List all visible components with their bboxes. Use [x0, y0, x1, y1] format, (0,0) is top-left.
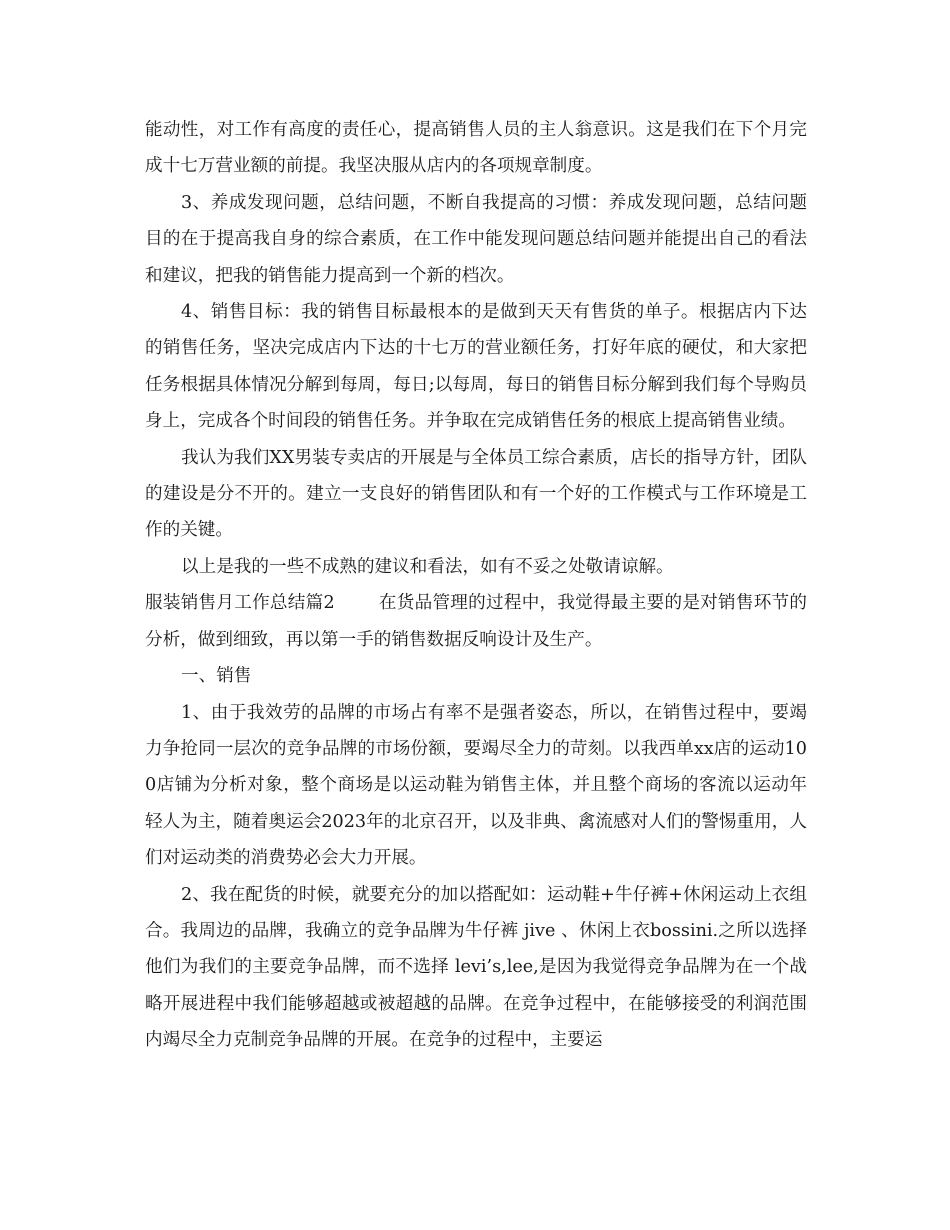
section-title: 服装销售月工作总结篇2 [145, 593, 335, 614]
document-page [145, 112, 807, 1059]
paragraph-team: 我认为我们XX男装专卖店的开展是与全体员工综合素质，店长的指导方针，团队的建设是分不开的。建立一支良好的销售团队和有一个好的工作模式与工作环境是工作的关键。 [145, 447, 807, 541]
paragraph-sales-2: 2、我在配货的时候，就要充分的加以搭配如：运动鞋+牛仔裤+休闲运动上衣组合。我周边的品牌，我确立的竞争品牌为牛仔裤 jive 、休闲上衣bossini.之所以选择他们为我们的主要竞争品牌，而不选择 levi’s,lee,是因为我觉得竞争品牌为在一个战略开展进程中我们能够超越或被超越的品牌。在竞争过程中，在能够接受的利润范围内竭尽全力克制竞争品牌的开展。在竞争的过程中，主要运 [145, 884, 807, 1051]
paragraph-sales-target: 4、销售目标：我的销售目标最根本的是做到天天有售货的单子。根据店内下达的销售任务，坚决完成店内下达的十七万的营业额任务，打好年底的硬仗，和大家把任务根据具体情况分解到每周，每日;以每周，每日的销售目标分解到我们每个导购员身上，完成各个时间段的销售任务。并争取在完成销售任务的根底上提高销售业绩。 [145, 302, 807, 432]
section-intro: 在货品管理的过程中，我觉得最主要的是对销售环节的分析，做到细致，再以第一手的销售数据反响设计及生产。 [145, 593, 807, 650]
paragraph-habit: 3、养成发现问题，总结问题，不断自我提高的习惯：养成发现问题，总结问题目的在于提高我自身的综合素质，在工作中能发现问题总结问题并能提出自己的看法和建议，把我的销售能力提高到一个新的档次。 [145, 192, 807, 286]
paragraph-closing: 以上是我的一些不成熟的建议和看法，如有不妥之处敬请谅解。 [181, 556, 674, 577]
paragraph-sales-1: 1、由于我效劳的品牌的市场占有率不是强者姿态，所以，在销售过程中，要竭力争抢同一层次的竞争品牌的市场份额，要竭尽全力的苛刻。以我西单xx店的运动100店铺为分析对象，整个商场是以运动鞋为销售主体，并且整个商场的客流以运动年轻人为主，随着奥运会2023年的北京召开，以及非典、禽流感对人们的警惕重用，人们对运动类的消费势必会大力开展。 [145, 702, 807, 869]
section-intro-paragraph [145, 585, 807, 658]
paragraph-continuation: 能动性，对工作有高度的责任心，提高销售人员的主人翁意识。这是我们在下个月完成十七万营业额的前提。我坚决服从店内的各项规章制度。 [145, 120, 807, 177]
subheading-sales: 一、销售 [181, 666, 252, 687]
